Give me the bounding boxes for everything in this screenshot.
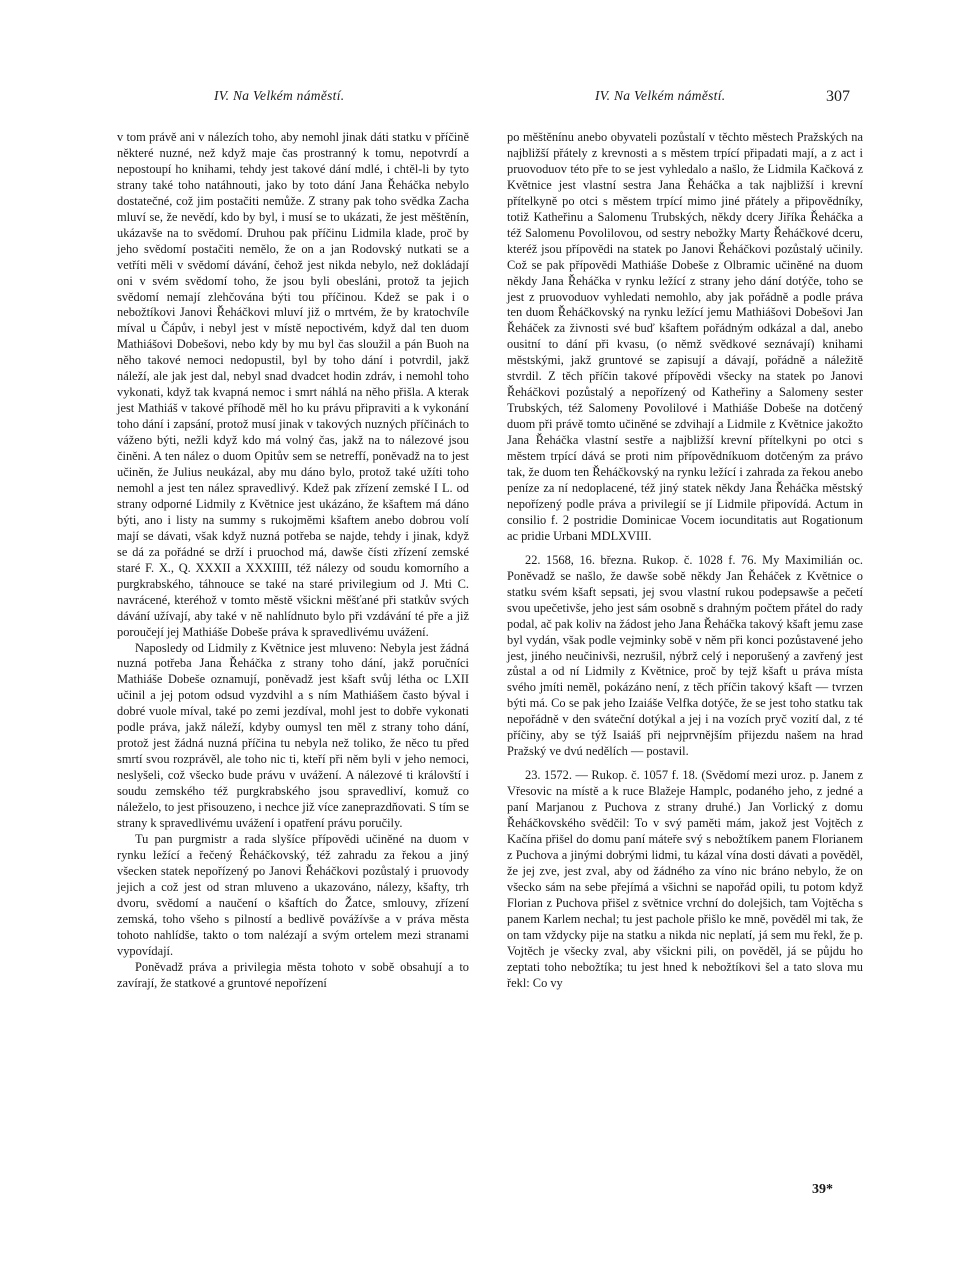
paragraph: Poněvadž práva a privilegia města tohoto v sobě obsahují a to zavírají, že statkové a gruntové nepořízení: [117, 959, 469, 990]
entry-22: 22. 1568, 16. března. Rukop. č. 1028 f. 76. My Maximilián oc. Poněvadž se našlo, že dawše sobě někdy Jan Řeháček z Květnice o statku svém kšaft sepsati, jej svou vlastní rukou podepsawše a pečetí svou upečetivše, jeho jest sám osobně s drahným počtem přátel do rady podal, ač pak koliv na žádost jeho Jana Řeháčka takový kšaft jemu zase byl vydán, však podle vejminky sobě v něm při konci pozůstavené jeho jest, jiného neučinivši, nezrušil, nýbrž celý i neporušený a zavřený jest zůstal a od ní Lidmily z Květnice, proč by tejž kšaft u práva místa svého jmíti neměl, pokázáno není, z těch příčin takový kšaft — tvrzen býti má. Co se pak jeho Izaiáše Velfka dotýče, že se jest toho statku tak nepořádně v den sváteční dotýkal a jej i na vozích pryč vozití dal, z té příčiny, aby se týž Isaiáš při nejprvnějším přijezdu našem na hrad Pražský ve dvú nedělích — postavil.: [507, 552, 863, 759]
right-column: [507, 130, 863, 992]
running-header-right: IV. Na Velkém náměstí.: [595, 88, 726, 103]
running-header-left: IV. Na Velkém náměstí.: [214, 88, 345, 103]
left-column: [117, 130, 469, 991]
entry-23: 23. 1572. — Rukop. č. 1057 f. 18. (Svědomí mezi uroz. p. Janem z Vřesovic na místě a k ruce Blažeje Hamplc, podaného jeho, z jedné a paní Marjanou z Puchova z strany druhé.) Jan Vorlický z domu Řeháčkovského svědčil: To v svý paměti mám, jakož jest Vojtěch z Kačína přišel do domu paní máteře svý s nebožtíkem panem Florianem z Puchova a jinými dobrými lidmi, tu kázal vína dosti dávati a pověděl, že jej zve, jest zval, aby od žádného za víno nic bráno nebylo, že on všecko sám na sebe přejímá a všichni se napořád opili, tu potom když Florian z Puchova přišel z světnice vrchní do dolejšich, tam Vojtěcha s panem Karlem nechal; tu jest pachole přišlo ke mně, pověděl mi tak, že on tam vždycky pije na statku a nikda nic neplatí, já sem mu řekl, že p. Vojtěch je všecky zval, aby všickni pili, on pověděl, já se půjdu ho zeptati toho nebožtíka; tu jest hned k nebožtíkovi šel a tato slova mu řekl: Co vy: [507, 768, 863, 990]
paragraph: Tu pan purgmistr a rada slyšíce přípovědi učiněné na duom v rynku ležící a řečený Řeháčkovský, též zahradu za řekou a jiný všecken statek nepořízený po Janovi Řeháčkovi pozůstalý i pruovody jejich a což jest od stran mluveno a ukazováno, nálezy, kšafty, trh dvoru, svědomí a naučení o kšaftích do Žatce, smlouvy, zřízení zemská, toho všeho s pilností a bedlivě povážívše a v práva města tohoto nahlídše, takto o tom nalézají a svým ortelem mezi stranami vypovídají.: [117, 831, 469, 958]
signature-mark: 39*: [812, 1182, 833, 1197]
page-number: 307: [826, 88, 850, 105]
paragraph: po měštěnínu anebo obyvateli pozůstalí v těchto městech Pražských na najbližší přátely z krevnosti a s městem trpící připadati mají, a z act i pruovoduov této pře to se jest vyhledalo a našlo, že Lidmila Kačková z Květnice jest vlastní sestra Jana Řeháčka a tak najbližší i krevní přítelkyně po otci s městem trpící mimo jiné přátely a připovědníky, totiž Katheřinu a Salomenu Trubských, někdy dcery Jiříka Řeháčka a též Salomenu Povolilovou, od sestry nebožky Marty Řeháčkové dceru, kteréž jsou přípovědi na statek po Janovi Řeháčkovi pozůstalý učinily. Což se pak přípovědi Mathiáše Dobeše z Olbramic učiněné na duom někdy Jana Řeháčka v rynku ležící z strany jeho dání dotýče, toho se jest z pruovoduov vyhledati nemohlo, aby jak pořádně a podle práva ten duom Řeháčkovský na rynku ležící jemu Mathiášovi Dobešovi Jan Řeháček za živnosti své buď kšaftem pořádným odkázal a dal, anebo ousitní to dání při kvasu, (o němž svědkové seznávají) knihami městskými, jakž gruntové se zapisují a dávají, pořádně a náležitě stvrdil. Z těch příčin takové přípovědi všecky na statek po Janovi Řeháčkovi pozůstalý a nepořízený od Katheřiny a Salomeny sester Trubských, též Salomeny Povolilové i Mathiáše Dobeše na dotčený duom při právě tomto učiněné se zdvihají a Lidmile z Květnice jakožto Jana Řeháčka vlastní sestře a najbližší krevní přítelkyni po otci s městem trpící dává se proti nim přípovědníkuom dotčeným za právo tak, že duom ten Řeháčkovský na rynku ležící i zahrada za řekou anebo peníze za ní nedoplacené, též jiný statek někdy Jana Řeháčka městský nepořízený podle práva a privilegií se jí Lidmile připovídá. Actum in consilio f. 2 postridie Dominicae Vocem iocunditatis aut Rogationum ac pridie Urbani MDLXVIII.: [507, 130, 863, 543]
paragraph: Naposledy od Lidmily z Květnice jest mluveno: Nebyla jest žádná nuzná potřeba Jana Řeháčka z strany toho dání, jakž poručníci Mathiáše Dobeše oznamují, poněvadž jest kšaft svůj létha oc LXII učinil a jej potom odsud vyzdvihl a s ním Mathiášem často býval i dobré vuole míval, také po zemi jezdíval, mohl jest to dobře vykonati podle práva, jakž náleží, kdyby oumysl ten měl z strany toho dání, protož jest žádná nuzná příčina tu nebyla než toliko, že něco tu před smrtí svou rozprávěl, ale toho nic ti, kteří při něm byli v jeho nemoci, neslyšeli, což všecko bude právu v uvážení. A nálezové ti královští i soudu zemského též purgkrabského jsou spravedliví, komuž co náleželo, to jest přisouzeno, i nechce již více zaneprazdňovati. S tím se strany k spravedlivému uvážení i opatření právu poručily.: [117, 640, 469, 830]
paragraph: v tom právě ani v nálezích toho, aby nemohl jinak dáti statku v příčině některé nuzné, než když maje čas prostranný k tomu, nepotvrdí a nepostoupí ho knihami, tehdy jest takové dání mdlé, i chtěl-li by tyto strany také toho natáhnouti, jako by toto dání Jana Řeháčka nebylo dostatečné, což jim postačiti nemůže. Z strany pak toho svědka Zacha mluví se, že nevědí, kdo by byl, i musí se to ukázati, že jest měštěnín, ukázavše na to svědomí. Druhou pak příčinu Lidmila klade, proč by jeho svědomí postačiti nemělo, že on a jan Rodovský nutkati se a vetříti měli v svědomí dávání, čehož jest nikda nebylo, než dokládají oni v svém svědomí toho, že jsou byli obesláni, protož ta jejich svědomí nemají zlehčována býti tou příčinou. Kdež se pak i o nebožtíkovi Janovi Řeháčkovi mluví již o mrtvém, že by kratochvíle míval u Čápův, i nebyl jest v místě nepoctivém, když dal ten duom Mathiášovi Dobešovi, nebo kdy by mu byl čas sloužil a pán Buoh na něho takové nemoci nedopustil, byl by toho dání i potvrdil, jakž náleží, ale jak jest dal, nebyl snad dvadcet hodin zdráv, i nemohl toho vykonati, když tak kvapná nemoc i smrt náhlá na něho přišla. A kterak jest Mathiáš v takové příhodě měl ho ku právu připraviti a k vykonání toho dání i zapsání, protož musí jinak v takových nuzných příčinách to váženo býti, nežli když kdo má volný čas, jakž na to nálezové jsou činěni. A ten nález o duom Opitův sem se netreffí, poněvadž na to jest učiněn, že Julius neukázal, aby mu dáno bylo, protož také užíti toho nemohl a jest ten nález spravedlivý. Kdež pak zřízení zemské I L. od strany odporné Lidmily z Květnice jest ukázáno, že kšaftem má dáno býti, ano i listy na summy s rukojměmi kšaftem anebo dobrou volí mají se dávati, však když nuzná potřeba se najde, tehdy i jinak, když se dá za pořádné se drží i pruochod má, dawše čísti zřízení zemské staré F. X., Q. XXXII a XXXIIII, též nálezy od soudu komorního a purgkrabského, táhnouce se také na staré privilegium od J. Mti C. navrácené, kteréhož v tomto městě všickni měšťané při statkův svých dávání užívají, aby také v ně nahlídnuto bylo při vzdávání té pře a již poroučejí jej Mathiáše Dobeše práva k spravedlivému uvážení.: [117, 130, 469, 639]
